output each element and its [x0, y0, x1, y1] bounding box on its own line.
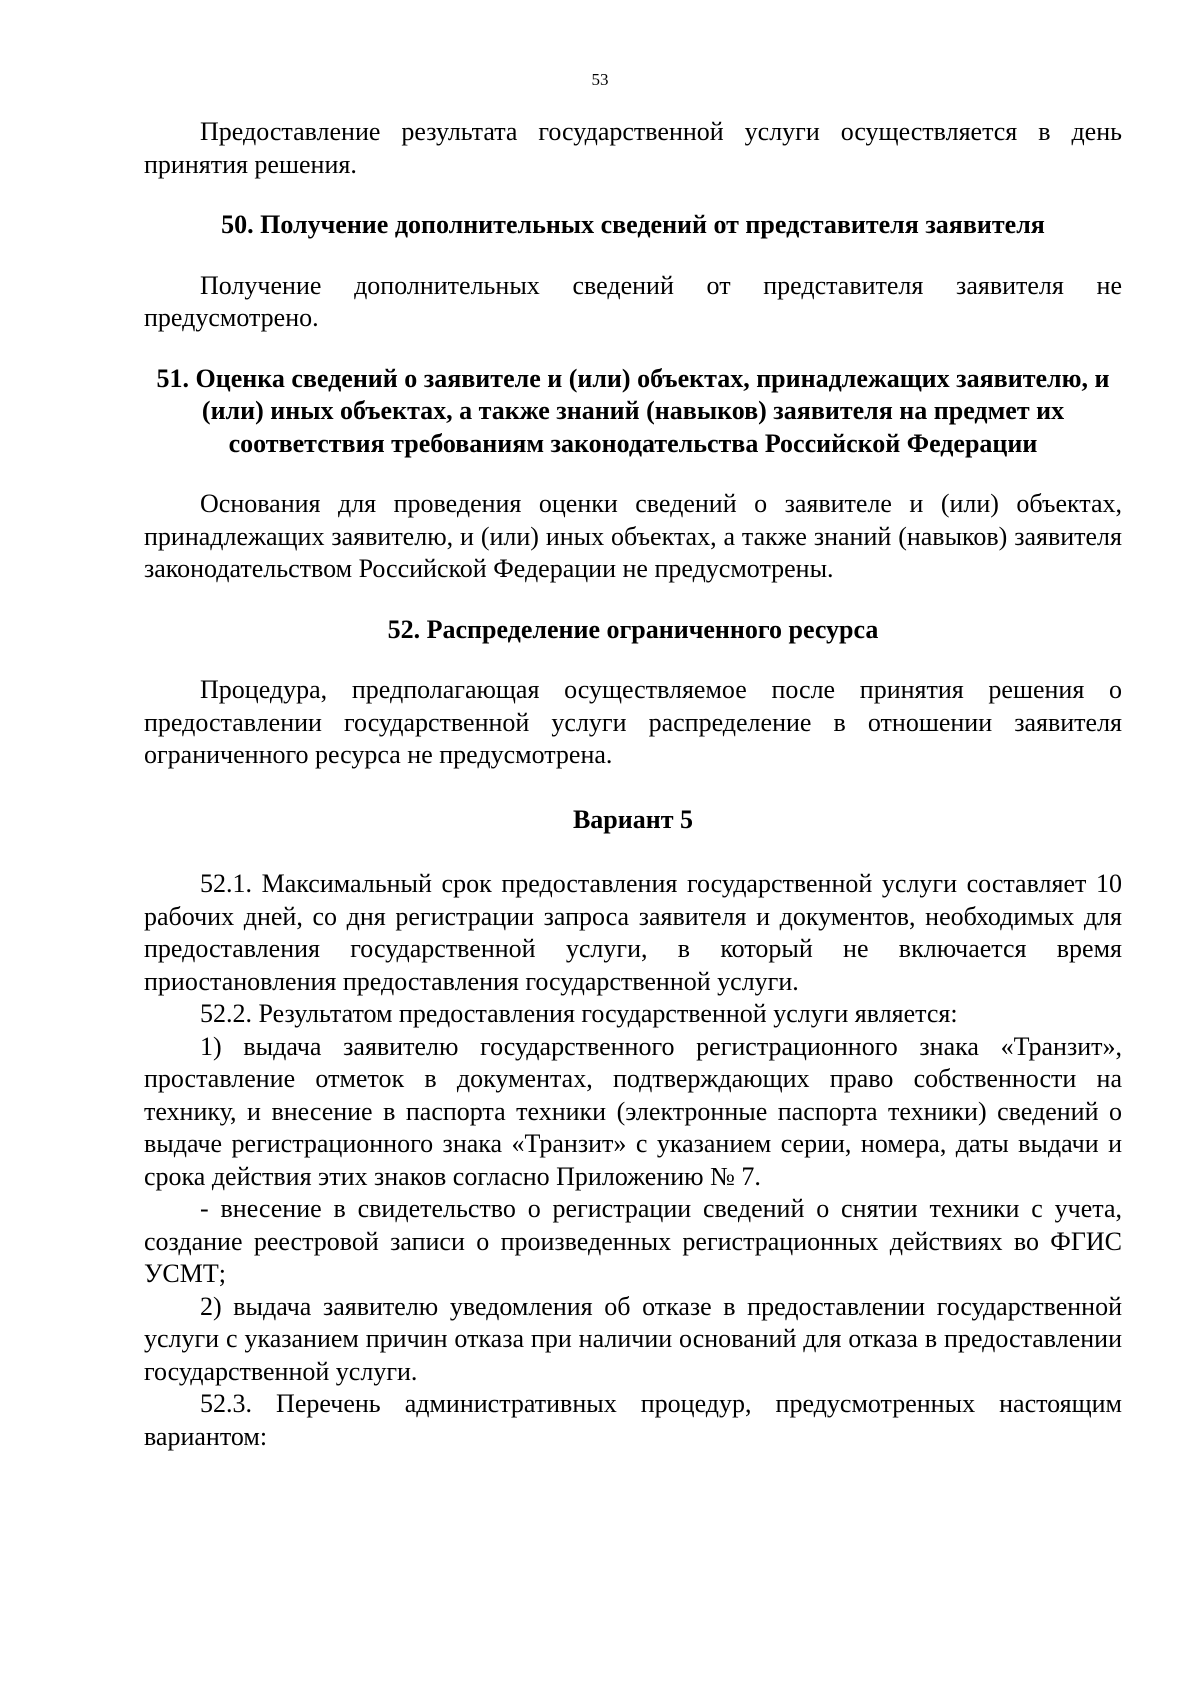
paragraph-additional-info: Получение дополнительных сведений от представителя заявителя не предусмотрено. [144, 270, 1122, 332]
heading-section-50: 50. Получение дополнительных сведений от представителя заявителя [221, 210, 1045, 239]
paragraph-result-item-1: 1) выдача заявителю государственного регистрационного знака «Транзит», проставление отметок в документах, подтверждающих право собственности на технику, и внесение в паспорта техники (электронные паспорта техники) сведений о выдаче регистрационного знака «Транзит» с указанием серии, номера, даты выдачи и срока действия этих знаков согласно Приложению № 7. [144, 1031, 1122, 1191]
paragraph-52-3: 52.3. Перечень административных процедур, предусмотренных настоящим вариантом: [144, 1389, 1122, 1451]
paragraph-52-1: 52.1. Максимальный срок предоставления государственной услуги составляет 10 рабочих дней, со дня регистрации запроса заявителя и документов, необходимых для предоставления государственной услуги, в который не включается время приостановления предоставления государственной услуги. [144, 869, 1122, 996]
paragraph-52-2: 52.2. Результатом предоставления государственной услуги является: [200, 999, 958, 1028]
paragraph-result-item-dash: - внесение в свидетельство о регистрации сведений о снятии техники с учета, создание реестровой записи о произведенных регистрационных действиях во ФГИС УСМТ; [144, 1194, 1122, 1288]
document-body [144, 116, 1122, 1453]
paragraph-assessment-grounds: Основания для проведения оценки сведений о заявителе и (или) объектах, принадлежащих заявителю, и (или) иных объектах, а также знаний (навыков) заявителя законодательством Российской Федерации не предусмотрены. [144, 489, 1122, 583]
heading-variant-5: Вариант 5 [572, 804, 694, 834]
paragraph-result-delivery: Предоставление результата государственной услуги осуществляется в день принятия решения. [144, 117, 1122, 179]
paragraph-result-item-2: 2) выдача заявителю уведомления об отказе в предоставлении государственной услуги с указанием причин отказа при наличии оснований для отказа в предоставлении государственной услуги. [144, 1291, 1122, 1386]
paragraph-limited-resource: Процедура, предполагающая осуществляемое после принятия решения о предоставлении государственной услуги распределение в отношении заявителя ограниченного ресурса не предусмотрена. [144, 675, 1122, 769]
heading-section-51: 51. Оценка сведений о заявителе и (или) объектах, принадлежащих заявителю, и (или) иных объектах, а также знаний (навыков) заявителя на предмет их соответствия требованиям законодательства Российской Федерации [156, 363, 1110, 458]
page-number: 53 [591, 70, 609, 89]
heading-section-52: 52. Распределение ограниченного ресурса [387, 614, 879, 644]
